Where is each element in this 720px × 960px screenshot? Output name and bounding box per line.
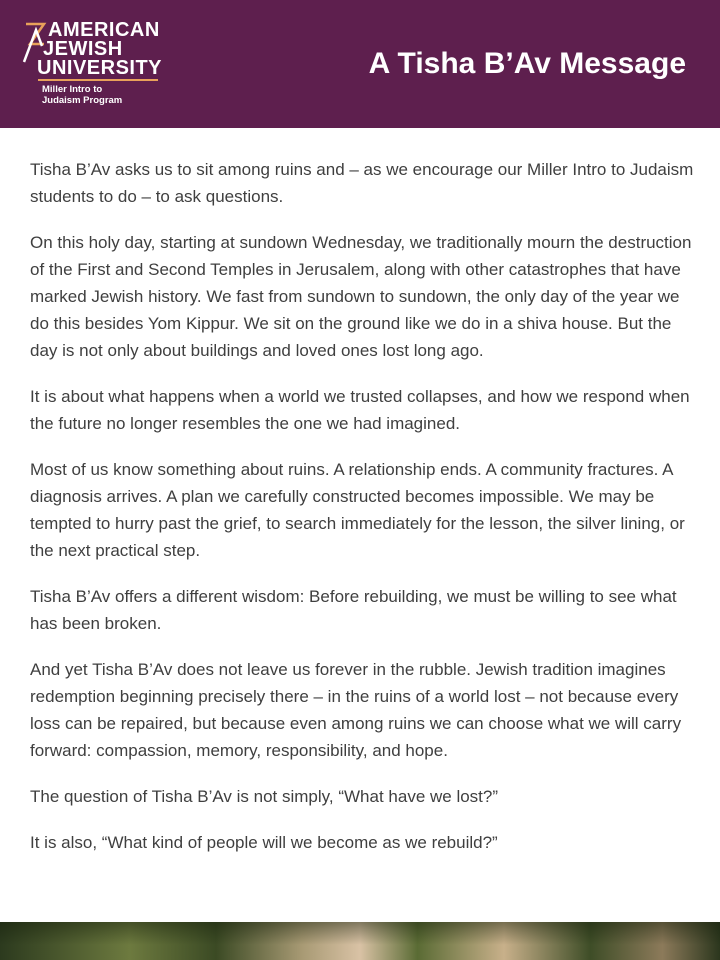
paragraph: On this holy day, starting at sundown Wednesday, we traditionally mourn the destruction of the First and Second Temples in Jerusalem, along with other catastrophes that have marked Jewish history. We fast from sundown to sundown, the only day of the year we do this besides Yom Kippur. We sit on the ground like we do in a shiva house. But the day is not only about buildings and loved ones lost long ago.: [30, 233, 692, 360]
message-body: [30, 156, 694, 875]
paragraph: Most of us know something about ruins. A relationship ends. A community fractures. A diagnosis arrives. A plan we carefully constructed becomes impossible. We may be tempted to hurry past the grief, to search immediately for the lesson, the silver lining, or the next practical step.: [30, 460, 685, 560]
paragraph: Tisha B’Av offers a different wisdom: Before rebuilding, we must be willing to see what has been broken.: [30, 587, 677, 633]
paragraph: It is also, “What kind of people will we become as we rebuild?”: [30, 833, 498, 852]
logo-line-2: JEWISH: [43, 38, 123, 60]
logo-line-3: UNIVERSITY: [37, 57, 163, 79]
paragraph: The question of Tisha B’Av is not simply, “What have we lost?”: [30, 787, 499, 806]
paragraph: And yet Tisha B’Av does not leave us forever in the rubble. Jewish tradition imagines redemption beginning precisely there – in the ruins of a world lost – not because every loss can be repaired, but because even among ruins we can choose what we will carry forward: compassion, memory, responsibility, and hope.: [30, 660, 682, 760]
logo-program-line-1: Miller Intro to: [42, 84, 103, 95]
logo-line-1: AMERICAN: [48, 19, 160, 41]
paragraph: Tisha B’Av asks us to sit among ruins and – as we encourage our Miller Intro to Judaism students to do – to ask questions.: [30, 160, 694, 206]
paragraph: It is about what happens when a world we trusted collapses, and how we respond when the future no longer resembles the one we had imagined.: [30, 387, 690, 433]
header-banner: [0, 0, 720, 128]
page-title: A Tisha B’Av Message: [368, 47, 686, 80]
logo-program-line-2: Judaism Program: [42, 95, 123, 106]
logo-divider: [38, 79, 158, 81]
hero-photo: [0, 922, 720, 960]
aju-logo[interactable]: [22, 18, 172, 110]
